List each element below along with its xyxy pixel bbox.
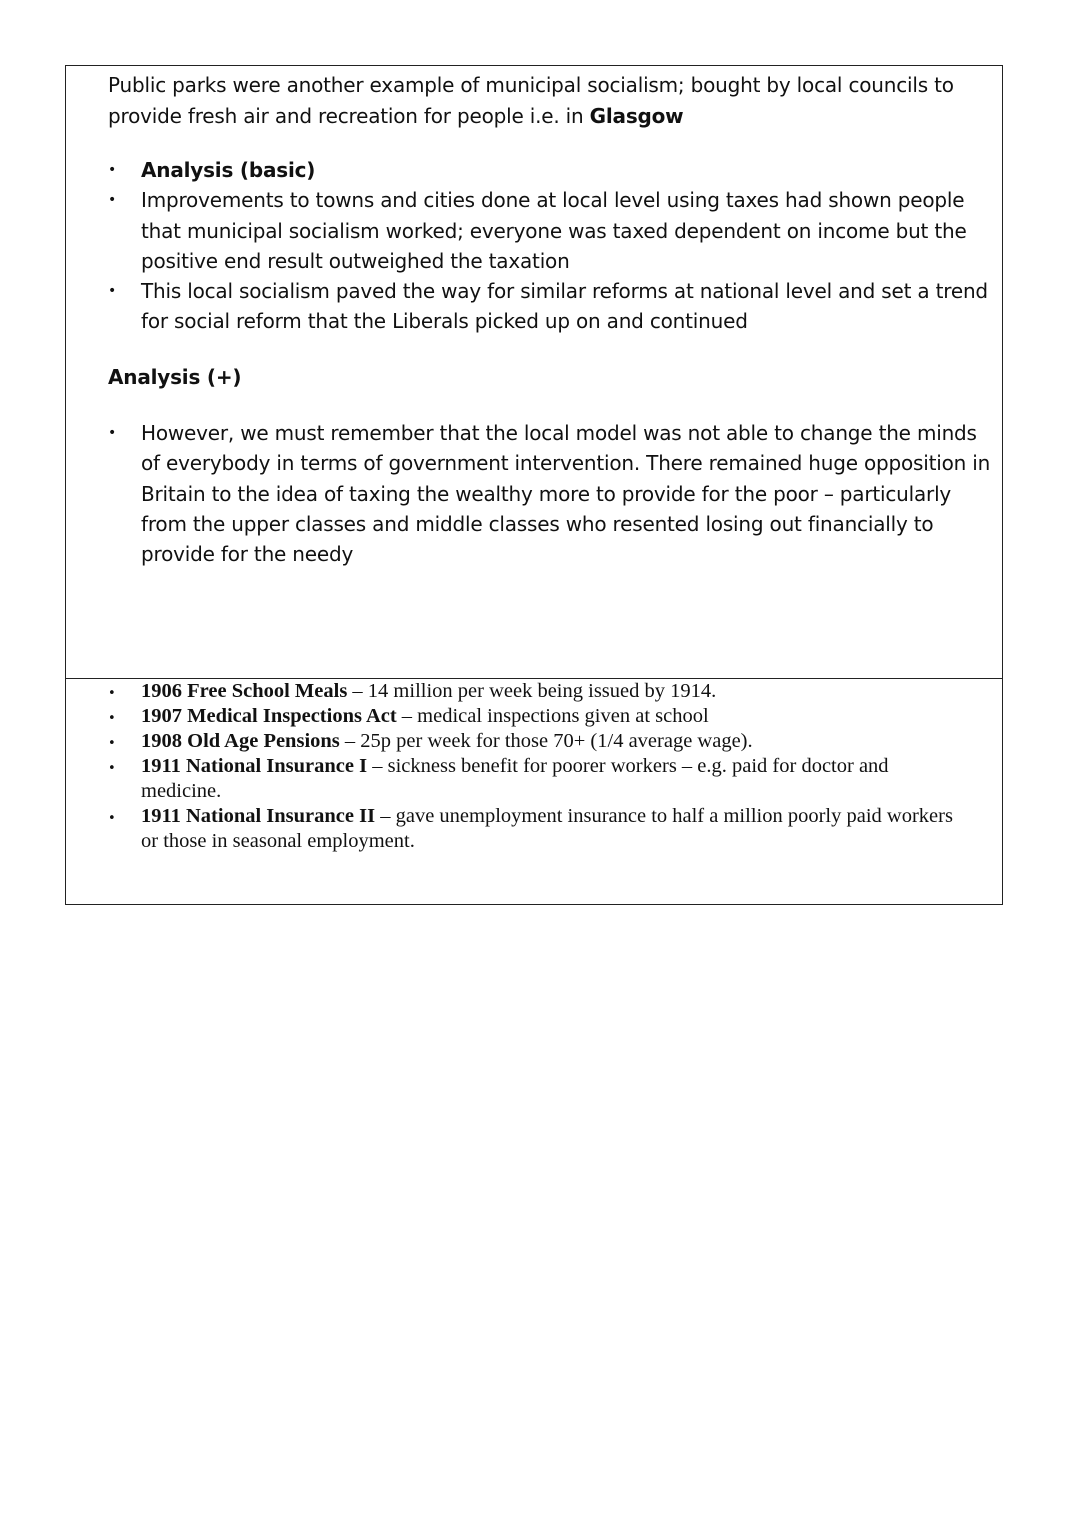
reform-detail: – gave unemployment insurance to half a million poorly paid workers or those in seasonal employment. [141,805,953,852]
reform-detail: – 14 million per week being issued by 1914. [347,680,717,702]
intro-bold-place: Glasgow [589,103,684,128]
bullet-icon: • [108,192,117,209]
reform-detail: – 25p per week for those 70+ (1/4 average wage). [339,730,753,752]
bullet-icon: • [108,162,117,178]
bullet-icon: • [108,811,116,826]
reform-title: 1908 Old Age Pensions [141,730,340,752]
list-item [108,729,961,754]
list-item [108,804,961,854]
reform-detail: – sickness benefit for poorer workers – e.g. paid for doctor and medicine. [141,755,889,802]
intro-paragraph [108,70,988,131]
reform-detail: – medical inspections given at school [396,705,709,727]
list-item [108,679,961,704]
list-item [108,418,1001,569]
reforms-list [108,679,961,854]
plus-analysis-list [108,418,1001,569]
bullet-icon: • [108,425,117,441]
basic-analysis-heading: Analysis (basic) [141,158,316,182]
reform-title: 1911 National Insurance II [141,805,376,827]
list-item-text: However, we must remember that the local model was not able to change the minds of everybody in terms of government intervention. There remained huge opposition in Britain to the idea of taxing the wealthy more to provide for the poor – particularly from the upper classes and middle classes who resented losing out financially to provide for the needy [141,421,991,567]
list-item [108,276,991,337]
bullet-icon: • [108,736,116,751]
analysis-plus-heading: Analysis (+) [108,365,242,389]
list-item [108,754,961,804]
liberal-reforms-cell [66,679,1002,904]
list-item-text: Improvements to towns and cities done at local level using taxes had shown people that municipal socialism worked; everyone was taxed dependent on income but the positive end result outweighed the taxation [141,188,967,273]
bullet-icon: • [108,711,116,726]
list-item [108,185,991,276]
reform-title: 1911 National Insurance I [141,755,368,777]
list-item [108,155,991,185]
intro-text: Public parks were another example of municipal socialism; bought by local councils to provide fresh air and recreation for people i.e. in [108,73,954,128]
notes-table [65,65,1003,905]
bullet-icon: • [108,283,117,300]
municipal-socialism-cell [66,66,1002,679]
bullet-icon: • [108,761,116,776]
basic-analysis-list [108,155,991,337]
reform-title: 1906 Free School Meals [141,680,348,702]
list-item [108,704,961,729]
reform-title: 1907 Medical Inspections Act [141,705,397,727]
list-item-text: This local socialism paved the way for similar reforms at national level and set a trend for social reform that the Liberals picked up on and continued [141,279,988,334]
bullet-icon: • [108,686,116,701]
